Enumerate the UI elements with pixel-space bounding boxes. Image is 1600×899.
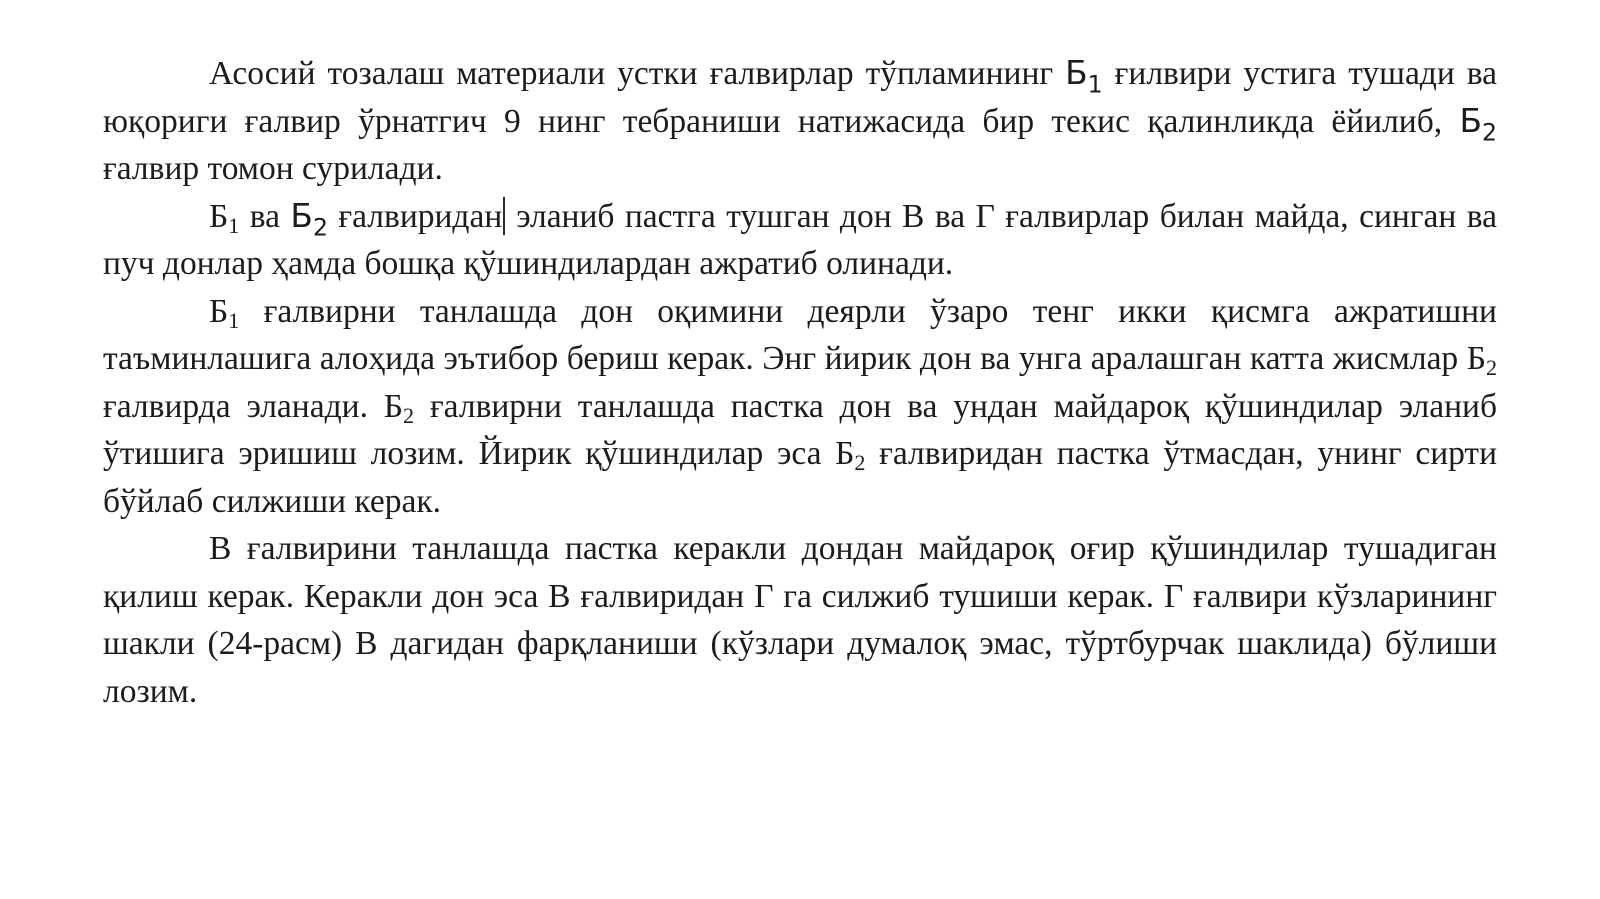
sieve-b2-subscript: 2 [312, 212, 328, 241]
paragraph-1 [103, 50, 1497, 193]
document-page [103, 50, 1497, 715]
paragraph-2[interactable] [103, 193, 1497, 288]
paragraph-1-text-a: Асосий тозалаш материали устки ғалвирлар тўпламининг [209, 55, 1066, 92]
sieve-b2-letter: Б [290, 196, 313, 235]
sieve-b1-letter: Б [209, 292, 229, 330]
sieve-b1-symbol [1065, 54, 1103, 99]
sieve-b2-symbol [1459, 101, 1497, 146]
paragraph-3-text-e: ғалвиридан пастка ўтмасдан, унинг сирти бўйлаб силжиши керак. [103, 435, 1497, 520]
sieve-b1-subscript: 1 [1087, 70, 1103, 99]
text-cursor [503, 197, 505, 235]
paragraph-1-text-e: ғалвир томон сурилади. [103, 150, 443, 187]
paragraph-4: В ғалвирини танлашда пастка керакли дондан майдароқ оғир қўшиндилар тушадиган қилиш керак. Керакли дон эса В ғалвиридан Г га силжиб тушиши керак. Г ғалвири кўзларининг шакли (24-расм) В дагидан фарқланиши (кўзлари думалоқ эмас, тўртбурчак шаклида) бўлиши лозим. [103, 530, 1497, 710]
sieve-b2-subscript: 2 [403, 402, 415, 428]
sieve-b2-subscript: 2 [1485, 355, 1497, 381]
paragraph-3-text-b: ғалвирни танлашда дон оқимини деярли ўзаро тенг икки қисмга ажратишни таъминлашига алоҳида эътибор бериш керак. Энг йирик дон ва унга аралашган катта жисмлар Б [103, 292, 1497, 377]
sieve-b1-letter: Б [1065, 54, 1088, 92]
sieve-b1-subscript: 1 [228, 212, 240, 238]
paragraph-1-text-c: ғилвири устига тушади ва юқориги ғалвир ўрнатгич 9 нинг тебраниши натижасида бир текис қалинликда ёйилиб, [103, 55, 1497, 140]
sieve-b2-subscript: 2 [854, 450, 866, 476]
paragraph-3 [103, 288, 1497, 526]
sieve-b1-subscript: 1 [228, 307, 240, 333]
paragraph-2-text-b: ва [239, 197, 291, 235]
paragraph-3-text-d: ғалвирни танлашда пастка дон ва ундан майдароқ қўшиндилар эланиб ўтишига эришиш лозим. Йирик қўшиндилар эса Б [103, 387, 1497, 472]
sieve-b2-subscript: 2 [1481, 117, 1497, 146]
sieve-b1-letter: Б [209, 197, 229, 235]
sieve-b2-letter: Б [1459, 101, 1482, 140]
paragraph-2-text-e: эланиб пастга тушган дон В ва Г ғалвирлар билан майда, синган ва пуч донлар ҳамда бошқа қўшиндилардан ажратиб олинади. [103, 197, 1497, 282]
paragraph-2-text-d: ғалвиридан [327, 197, 503, 235]
paragraph-3-text-c: ғалвирда эланади. Б [103, 387, 404, 425]
sieve-b2-symbol [290, 196, 328, 241]
